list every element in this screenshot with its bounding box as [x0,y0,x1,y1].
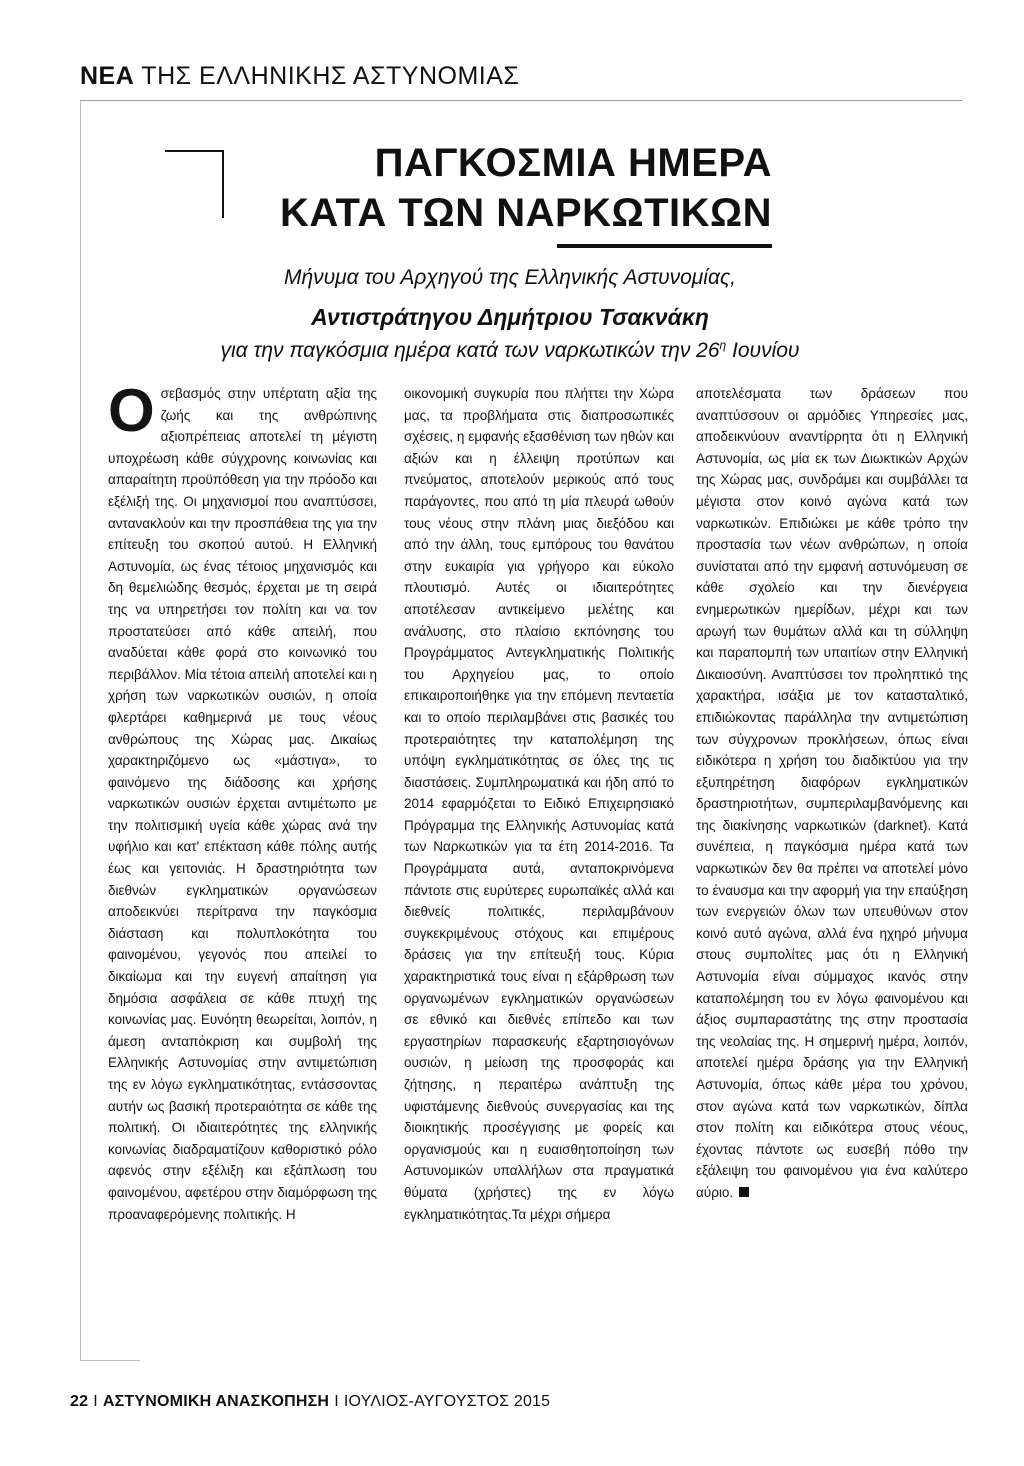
drop-cap: Ο [108,377,155,444]
magazine-name: ΑΣΤΥΝΟΜΙΚΗ ΑΝΑΣΚΟΠΗΣΗ [102,1393,330,1410]
footer-separator-1: I [93,1393,98,1410]
subtitle-line-3-sup: η [719,338,727,352]
footer-rule [80,1360,140,1361]
article-title [280,138,772,238]
page-number: 22 [70,1393,89,1410]
article-column-2 [404,383,674,1225]
top-divider [80,100,962,101]
column-2-text: οικονομική συγκυρία που πλήττει την Χώρα μας, τα προβλήματα στις διαπροσωπικές σχέσεις, η εμφανής εξασθένιση των ηθών και αξιών και η έλλειψη προτύπων και πνεύματος, αποτελούν μερικούς από τους παράγοντες, που από τη μία πλευρά ωθούν τους νέους στην πλάνη μιας διεξόδου και από την άλλη, τους εμπόρους του θανάτου στην ευκαιρία για γρήγορο και εύκολο πλουτισμό. Αυτές οι ιδιαιτερότητες αποτέλεσαν αντικείμενο μελέτης και ανάλυσης, στο πλαίσιο εκπόνησης του Προγράμματος Αντεγκληματικής Πολιτικής του Αρχηγείου μας, το οποίο επικαιροποιήθηκε για την επόμενη πενταετία και το οποίο περιλαμβάνει στις βασικές του προτεραιότητες την καταπολέμηση της υπόψη εγκληματικότητας σε όλες της τις διαστάσεις. Συμπληρωματικά και ήδη από το 2014 εφαρμόζεται το Ειδικό Επιχειρησιακό Πρόγραμμα της Ελληνικής Αστυνομίας κατά των Ναρκωτικών για τα έτη 2014-2016. Τα Προγράμματα αυτά, ανταποκρινόμενα πάντοτε στις ευρύτερες ευρωπαϊκές αλλά και διεθνείς πολιτικές, περιλαμβάνουν συγκεκριμένους στόχους και επιμέρους δράσεις για την επίτευξή τους. Κύρια χαρακτηριστικά τους είναι η εξάρθρωση των οργανωμένων εγκληματικών οργανώσεων σε εθνικό και διεθνές επίπεδο και των εργαστηρίων παρασκευής εξαρτησιογόνων ουσιών, η μείωση της προσφοράς και ζήτησης, η περαιτέρω ανάπτυξη της υφιστάμενης διεθνούς συνεργασίας και της διοικητικής προσέγγισης με φορείς και οργανισμούς και η ευαισθητοποίηση των Αστυνομικών υπαλλήλων στα πραγματικά θύματα (χρήστες) της εν λόγω εγκληματικότητας.Τα μέχρι σήμερα [404,386,674,1222]
title-line-1: ΠΑΓΚΟΣΜΙΑ ΗΜΕΡΑ [374,141,772,185]
footer-separator-2: I [334,1393,339,1410]
column-3-text: αποτελέσματα των δράσεων που αναπτύσσουν οι αρμόδιες Υπηρεσίες μας, αποδεικνύουν αναντίρρητα ότι η Ελληνική Αστυνομία, ως μία εκ των Διωκτικών Αρχών της Χώρας μας, συνδράμει και συμβάλλει τα μέγιστα στον κοινό αγώνα κατά των ναρκωτικών. Επιδιώκει με κάθε τρόπο την προστασία των νέων ανθρώπων, η οποία συνίσταται από την εμφανή αστυνόμευση σε κάθε σχολείο και την διενέργεια ενημερωτικών ημερίδων, μέχρι και των αρωγή των θυμάτων αλλά και τη σύλληψη και παραπομπή των υπαιτίων στην Ελληνική Δικαιοσύνη. Αναπτύσσει τον προληπτικό της χαρακτήρα, ισάξια με τον κατασταλτικό, επιδιώκοντας παράλληλα την αντιμετώπιση των σύγχρονων προκλήσεων, όπως είναι ειδικότερα η χρήση του διαδικτύου για την εξυπηρέτηση διαφόρων εγκληματικών δραστηριοτήτων, συμπεριλαμβανόμενης και της διακίνησης ναρκωτικών (darknet). Κατά συνέπεια, η παγκόσμια ημέρα κατά των ναρκωτικών δεν θα πρέπει να αποτελεί μόνο το έναυσμα και την αφορμή για την επαύξηση των ενεργειών όλων των υπευθύνων στον κοινό αυτό αγώνα, αλλά ένα ηχηρό μήνυμα στους συμπολίτες μας ότι η Ελληνική Αστυνομία είναι σύμμαχος ικανός στην καταπολέμηση του εν λόγω φαινομένου και άξιος συμπαραστάτης της στην προστασία της νεολαίας της. Η σημερινή ημέρα, λοιπόν, αποτελεί ημέρα δράσης για την Ελληνική Αστυνομία, όπως κάθε μέρα του χρόνου, στον αγώνα κατά των ναρκωτικών, δίπλα στον πολίτη και ειδικότερα στους νέους, έχοντας πάντοτε ως ευσεβή πόθο την εξάλειψη του φαινομένου για ένα καλύτερο αύριο. [696,386,968,1200]
subtitle-line-3-main: για την παγκόσμια ημέρα κατά των ναρκωτικών την 26 [220,339,720,362]
section-header-bold: ΝΕΑ [80,62,135,90]
title-line-2: ΚΑΤΑ ΤΩΝ ΝΑΡΚΩΤΙΚΩΝ [280,191,772,235]
article-column-3 [696,383,968,1204]
section-header-rest: ΤΗΣ ΕΛΛΗΝΙΚΗΣ ΑΣΤΥΝΟΜΙΑΣ [141,62,520,90]
section-header [80,62,519,91]
article-column-1 [108,377,377,1225]
subtitle-line-3 [60,338,960,363]
decorative-corner-vertical [222,150,224,218]
page-footer [70,1393,550,1411]
decorative-corner-horizontal [165,150,223,152]
end-of-article-mark [739,1187,749,1197]
subtitle-line-1: Μήνυμα του Αρχηγού της Ελληνικής Αστυνομίας, [283,266,736,289]
column-1-text: σεβασμός στην υπέρτατη αξία της ζωής και της ανθρώπινης αξιοπρέπειας αποτελεί τη μέγιστη υποχρέωση κάθε σύγχρονης κοινωνίας και απαραίτητη προϋπόθεση για την πρόοδο και εξέλιξή της. Οι μηχανισμοί που αναπτύσσει, αντανακλούν και την προσπάθεια της για την επίτευξη του σκοπού αυτού. Η Ελληνική Αστυνομία, ως ένας τέτοιος μηχανισμός και δη θεμελιώδης θεσμός, έρχεται με τη σειρά της να υπηρετήσει τον πολίτη και να τον προστατεύσει από κάθε απειλή, που αναδύεται κάθε φορά στο κοινωνικό του περιβάλλον. Μία τέτοια απειλή αποτελεί και η χρήση των ναρκωτικών ουσιών, η οποία φλερτάρει καθημερινά με τους νέους ανθρώπους της Χώρας μας. Δικαίως χαρακτηριζόμενο ως «μάστιγα», το φαινόμενο της διάδοσης και χρήσης ναρκωτικών ουσιών έρχεται αντιμέτωπο με την πολιτισμική υγεία κάθε χώρας ανά την υφήλιο και κατ' επέκταση κάθε πόλης αυτής έως και γειτονιάς. Η δραστηριότητα των διεθνών εγκληματικών οργανώσεων αποδεικνύει περίτρανα την παγκόσμια διάσταση και πολυπλοκότητα του φαινομένου, γεγονός που απειλεί το δικαίωμα και την ευγενή απαίτηση για δημόσια ασφάλεια σε κάθε πτυχή της κοινωνίας μας. Ευνόητη θεωρείται, λοιπόν, η άμεση ανταπόκριση και συμβολή της Ελληνικής Αστυνομίας στην αντιμετώπιση της εν λόγω εγκληματικότητας, εντάσσοντας αυτήν ως βασική προτεραιότητα σε κάθε της πολιτική. Οι ιδιαιτερότητες της ελληνικής κοινωνίας διαδραματίζουν καθοριστικό ρόλο αφενός στην εξέλιξη και εξάπλωση του φαινομένου, αφετέρου στην διαμόρφωση της προαναφερόμενης πολιτικής. Η [108,386,377,1222]
title-underline [557,244,772,248]
subtitle-line-2: Αντιστράτηγου Δημήτριου Τσακνάκη [311,304,709,330]
subtitle-line-3-end: Ιουνίου [726,339,800,362]
issue-date: ΙΟΥΛΙΟΣ-ΑΥΓΟΥΣΤΟΣ 2015 [343,1393,551,1410]
